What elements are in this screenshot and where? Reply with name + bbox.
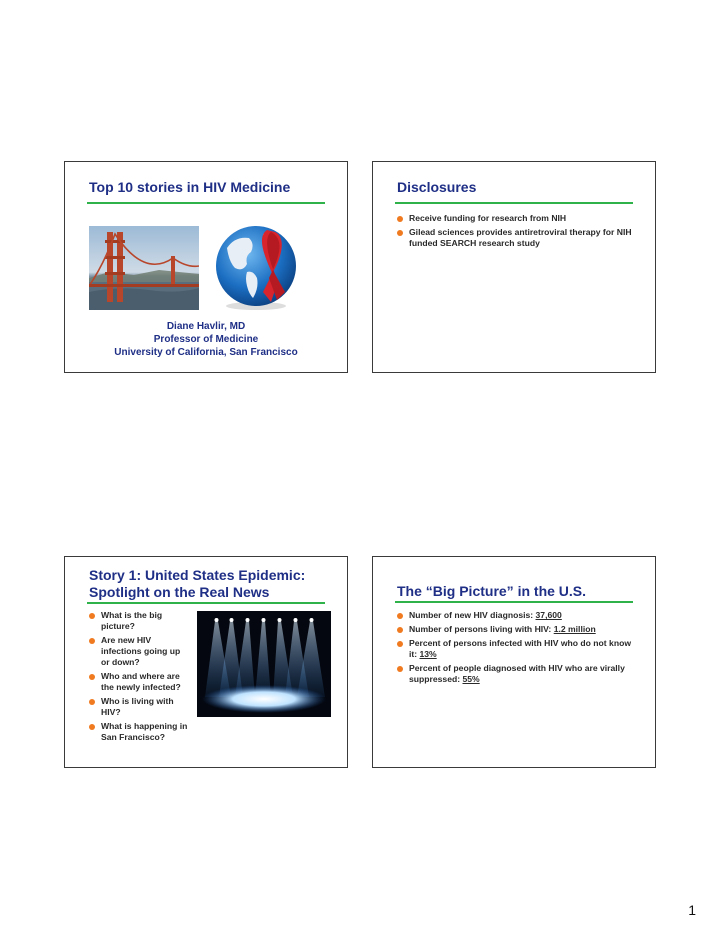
bullet-dot-icon	[397, 216, 403, 222]
list-item: Number of persons living with HIV: 1.2 million	[397, 624, 637, 635]
slide-4-title-rule	[395, 601, 633, 603]
list-item: What is happening in San Francisco?	[89, 721, 191, 743]
stat-value: 55%	[462, 674, 480, 684]
slide-3-title-line-1: Story 1: United States Epidemic:	[89, 567, 306, 583]
stage-spotlights-image	[197, 611, 331, 717]
presenter-credit	[65, 320, 347, 359]
bullet-dot-icon	[397, 230, 403, 236]
slide-4-bullet-list	[397, 610, 637, 685]
presenter-org: University of California, San Francisco	[114, 347, 298, 358]
bullet-dot-icon	[89, 674, 95, 680]
stat-value: 13%	[419, 649, 437, 659]
bullet-dot-icon	[397, 666, 403, 672]
globe-red-ribbon-image	[207, 222, 305, 312]
slide-2	[372, 161, 656, 373]
slide-1-title: Top 10 stories in HIV Medicine	[89, 179, 291, 195]
slide-3-title-rule	[87, 602, 325, 604]
slide-1	[64, 161, 348, 373]
list-item: Who is living with HIV?	[89, 696, 191, 718]
list-item: What is the big picture?	[89, 610, 191, 632]
slide-2-title-rule	[395, 202, 633, 204]
bullet-dot-icon	[397, 627, 403, 633]
list-item: Receive funding for research from NIH	[397, 213, 637, 224]
slide-3-bullet-list	[89, 610, 191, 743]
bullet-dot-icon	[397, 641, 403, 647]
stat-value: 1.2 million	[553, 624, 596, 634]
list-item: Gilead sciences provides antiretroviral therapy for NIH funded SEARCH research study	[397, 227, 637, 249]
bullet-dot-icon	[89, 699, 95, 705]
slide-3-title	[89, 567, 305, 601]
slide-2-title: Disclosures	[397, 179, 477, 195]
bullet-dot-icon	[89, 613, 95, 619]
list-item: Are new HIV infections going up or down?	[89, 635, 191, 668]
slide-3-title-line-2: Spotlight on the Real News	[89, 584, 270, 600]
page-number: 1	[688, 902, 696, 918]
presenter-name: Diane Havlir, MD	[166, 321, 246, 332]
bullet-dot-icon	[89, 638, 95, 644]
slide-1-title-rule	[87, 202, 325, 204]
golden-gate-bridge-photo	[89, 226, 199, 310]
presenter-role: Professor of Medicine	[153, 334, 259, 345]
bullet-dot-icon	[89, 724, 95, 730]
bullet-dot-icon	[397, 613, 403, 619]
slide-4-title: The “Big Picture” in the U.S.	[397, 583, 587, 599]
list-item: Percent of persons infected with HIV who do not know it: 13%	[397, 638, 637, 660]
list-item: Number of new HIV diagnosis: 37,600	[397, 610, 637, 621]
slide-2-bullet-list	[397, 213, 637, 249]
list-item: Percent of people diagnosed with HIV who are virally suppressed: 55%	[397, 663, 637, 685]
stat-value: 37,600	[535, 610, 562, 620]
slide-3	[64, 556, 348, 768]
list-item: Who and where are the newly infected?	[89, 671, 191, 693]
slide-4	[372, 556, 656, 768]
